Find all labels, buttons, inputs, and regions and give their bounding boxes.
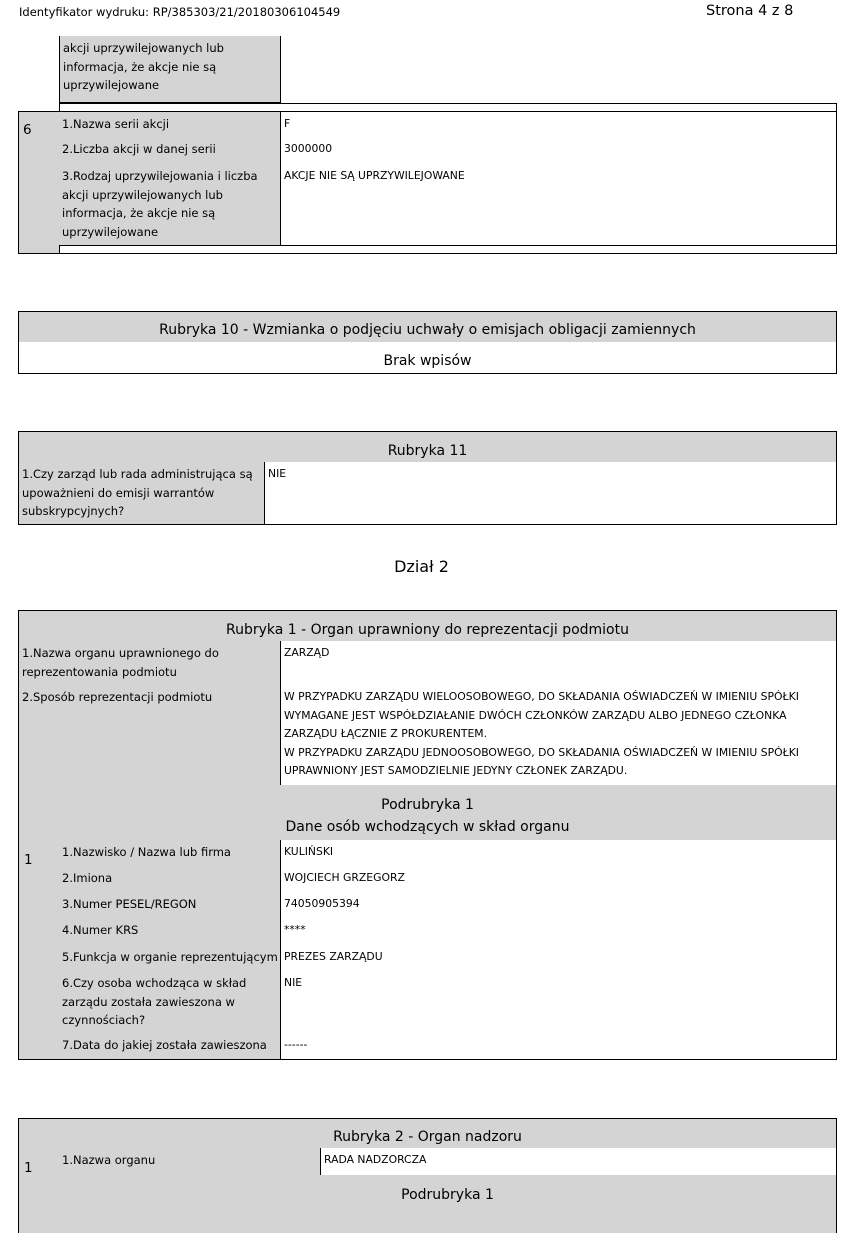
supervisory-name-value: RADA NADZORCZA: [320, 1148, 837, 1176]
rubryka2-title: Rubryka 2 - Organ nadzoru: [18, 1118, 837, 1149]
subsection-subtitle: Dane osób wchodzących w skład organu: [285, 819, 570, 835]
series-name-label: 1.Nazwa serii akcji: [59, 111, 281, 138]
rubryka10-title: Rubryka 10 - Wzmianka o podjęciu uchwały o emisjach obligacji zamiennych: [18, 311, 837, 343]
supervisory-name-label: 1.Nazwa organu: [59, 1148, 321, 1176]
person-suspended-value: NIE: [280, 971, 837, 1034]
subsection-header: [18, 785, 837, 841]
rubryka11-title: Rubryka 11: [18, 431, 837, 463]
series-privilege-label: 3.Rodzaj uprzywilejowania i liczba akcji uprzywilejowanych lub informacja, że akcje nie są uprzywilejowane: [59, 164, 281, 246]
person-number: 1: [18, 840, 60, 1060]
series-spacer: [59, 103, 837, 111]
person-firstnames-value: WOJCIECH GRZEGORZ: [280, 866, 837, 893]
series-count-label: 2.Liczba akcji w danej serii: [59, 137, 281, 165]
person-firstnames-label: 2.Imiona: [59, 866, 281, 893]
person-suspended-label: 6.Czy osoba wchodząca w skład zarządu została zawieszona w czynnościach?: [59, 971, 281, 1034]
person-pesel-label: 3.Numer PESEL/REGON: [59, 892, 281, 919]
rubryka10-body: Brak wpisów: [18, 342, 837, 374]
continued-label: akcji uprzywilejowanych lub informacja, że akcje nie są uprzywilejowane: [59, 36, 281, 103]
series-count-value: 3000000: [280, 137, 837, 165]
series-bottom-spacer: [59, 245, 837, 254]
representation-value: W PRZYPADKU ZARZĄDU WIELOOSOBOWEGO, DO SKŁADANIA OŚWIADCZEŃ W IMIENIU SPÓŁKI WYMAGANE JEST WSPÓŁDZIAŁANIE DWÓCH CZŁONKÓW ZARZĄDU ALBO JEDNEGO CZŁONKA ZARZĄDU ŁĄCZNIE Z PROKURENTEM. W PRZYPADKU ZARZĄDU JEDNOOSOBOWEGO, DO SKŁADANIA OŚWIADCZEŃ W IMIENIU SPÓŁKI UPRAWNIONY JEST SAMODZIELNIE JEDYNY CZŁONEK ZARZĄDU.: [280, 685, 837, 786]
person-pesel-value: 74050905394: [280, 892, 837, 919]
section-heading: Dział 2: [394, 557, 449, 576]
supervisory-number: 1: [18, 1148, 60, 1233]
organ-name-value: ZARZĄD: [280, 641, 837, 686]
person-suspension-date-value: ------: [280, 1033, 837, 1060]
person-krs-label: 4.Numer KRS: [59, 918, 281, 946]
series-privilege-value: AKCJE NIE SĄ UPRZYWILEJOWANE: [280, 164, 837, 246]
supervisory-subsection-title: Podrubryka 1: [59, 1175, 837, 1233]
rubryka11-label: 1.Czy zarząd lub rada administrująca są upoważnieni do emisji warrantów subskrypcyjnych?: [18, 462, 265, 525]
series-name-value: F: [280, 111, 837, 138]
person-function-label: 5.Funkcja w organie reprezentującym: [59, 945, 281, 972]
organ-name-label: 1.Nazwa organu uprawnionego do reprezentowania podmiotu: [18, 641, 281, 686]
person-krs-value: ****: [280, 918, 837, 946]
person-surname-value: KULIŃSKI: [280, 840, 837, 867]
representation-label: 2.Sposób reprezentacji podmiotu: [18, 685, 281, 786]
rubryka11-value: NIE: [264, 462, 837, 525]
page-number: Strona 4 z 8: [706, 3, 794, 19]
person-function-value: PREZES ZARZĄDU: [280, 945, 837, 972]
print-identifier: Identyfikator wydruku: RP/385303/21/20180306104549: [19, 5, 341, 19]
series-number: 6: [18, 111, 60, 254]
person-suspension-date-label: 7.Data do jakiej została zawieszona: [59, 1033, 281, 1060]
subsection-title: Podrubryka 1: [381, 797, 474, 813]
rubryka1-title: Rubryka 1 - Organ uprawniony do reprezentacji podmiotu: [18, 610, 837, 642]
person-surname-label: 1.Nazwisko / Nazwa lub firma: [59, 840, 281, 867]
